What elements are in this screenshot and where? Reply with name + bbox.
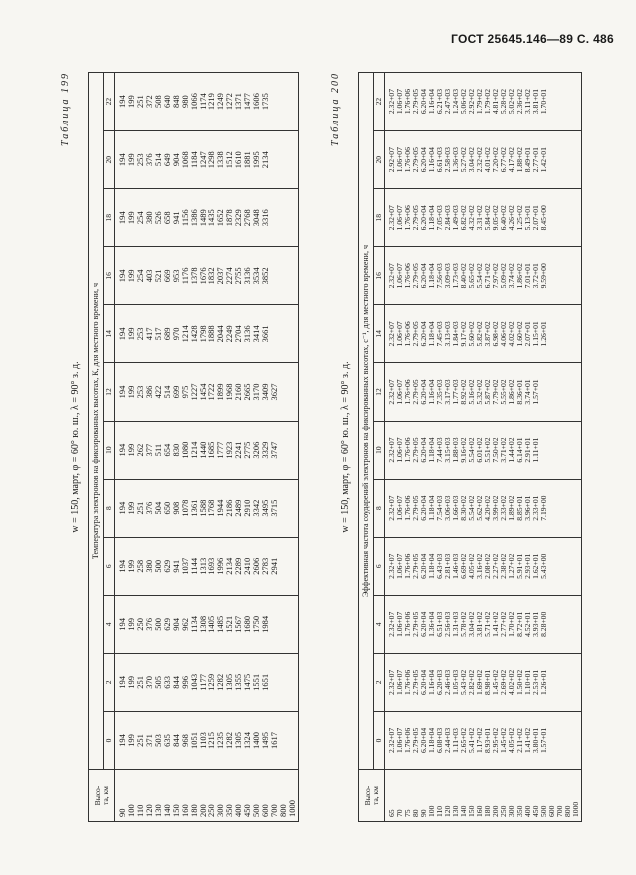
table-label: Таблица 200 bbox=[330, 72, 341, 146]
value-column: 194 199 250 376 500 629 904 962 1134 1308 1405 1485 1521 1567 1680 1750 1984 bbox=[115, 595, 298, 653]
group-header: Эффективная частота соударений электронов на фиксированных высотах, с⁻¹, для местного времени, ч bbox=[359, 73, 374, 770]
value-column: 2.32+07 1.06+07 1.76+06 2.79+05 6.20+04 1.16+04 7.35+03 3.17+03 1.77+03 8.92+02 5.16+02 5.32+02 5.87+02 7.79+02 5.55+02 1.86+02 8.36+01 3.74+01 1.57+01 bbox=[385, 363, 581, 421]
hour-header: 14 bbox=[104, 305, 115, 363]
hour-header: 20 bbox=[374, 131, 385, 189]
value-column: 194 199 258 380 500 629 941 1037 1144 1313 1693 1996 2134 2289 2410 2606 2783 2941 bbox=[115, 537, 298, 595]
hour-header: 18 bbox=[104, 189, 115, 247]
table-199-block bbox=[60, 72, 296, 822]
value-column: 2.32+07 1.06+07 1.76+06 2.79+05 6.20+04 1.18+04 7.54+03 3.06+03 1.66+03 8.30+02 5.54+02 5.62+02 4.20+02 3.99+02 2.33+02 1.89+02 8.85+01 3.96+01 2.33+01 7.19+00 bbox=[385, 479, 581, 537]
hour-header: 20 bbox=[104, 131, 115, 189]
altitude-column: 65 70 75 80 90 100 110 120 130 140 150 160 180 200 250 300 350 400 450 500 600 700 800 1000 bbox=[385, 770, 581, 822]
value-column: 194 199 253 386 422 514 699 975 1227 1454 1722 1899 1968 2160 2665 3170 3409 3627 bbox=[115, 363, 298, 421]
altitude-header: Высо- та, км bbox=[359, 770, 385, 822]
table-label: Таблица 199 bbox=[60, 72, 71, 146]
hour-header: 22 bbox=[374, 73, 385, 131]
hour-header: 10 bbox=[104, 421, 115, 479]
hour-header: 12 bbox=[104, 363, 115, 421]
group-header: Температура электронов на фиксированных высотах, К, для местного времени, ч bbox=[89, 73, 104, 770]
value-column: 2.32+07 1.06+07 1.76+06 2.79+05 6.20+04 1.18+04 7.56+03 3.09+03 1.73+03 8.40+02 5.65+02 5.54+02 6.71+02 7.97+02 5.09+02 3.74+02 1.86+02 7.01+01 3.72+01 9.59+00 bbox=[385, 247, 581, 305]
hour-header: 18 bbox=[374, 189, 385, 247]
value-column: 2.32+07 1.06+07 1.76+06 2.79+05 6.20+04 1.36+04 6.51+03 2.56+03 1.31+03 5.78+02 3.04+02 3.81+02 5.71+02 1.41+02 2.77+02 1.70+02 8.72+01 4.52+01 3.93+01 8.28+00 bbox=[385, 595, 581, 653]
hour-header: 0 bbox=[374, 711, 385, 769]
hour-header: 4 bbox=[374, 595, 385, 653]
value-column: 194 199 251 376 504 650 908 1078 1361 1588 1768 1944 2186 2489 2910 3342 3495 3715 bbox=[115, 479, 298, 537]
value-column: 2.32+07 1.06+07 1.76+06 2.79+05 6.20+04 1.16+04 6.20+03 2.46+03 1.05+03 5.43+02 2.82+02 1.69+02 8.98+01 1.45+02 2.69+02 4.02+02 1.50+02 1.10+01 2.53+01 1.26+01 bbox=[385, 653, 581, 711]
hour-header: 22 bbox=[104, 73, 115, 131]
hour-header: 16 bbox=[104, 247, 115, 305]
value-column: 194 199 253 376 514 649 904 1068 1184 1247 1298 1338 1512 1610 1881 1995 2134 bbox=[115, 131, 298, 189]
data-table bbox=[88, 72, 299, 822]
value-column: 194 199 254 380 526 658 941 1156 1386 1489 1435 1652 1878 2329 2768 3048 3316 bbox=[115, 189, 298, 247]
hour-header: 14 bbox=[374, 305, 385, 363]
value-column: 194 199 254 403 521 669 953 1176 1378 1676 1832 2037 2274 2755 3136 3534 3852 bbox=[115, 247, 298, 305]
value-column: 2.32+07 1.06+07 1.76+06 2.79+05 6.20+04 1.18+04 7.45+03 3.13+03 1.84+03 9.17+02 5.60+02 5.82+02 3.87+02 6.98+02 4.06+02 4.02+02 1.60+02 2.07+01 1.15+01 1.26+01 bbox=[385, 305, 581, 363]
altitude-header: Высо- та, км bbox=[89, 770, 115, 822]
hour-header: 2 bbox=[374, 653, 385, 711]
altitude-column: 90 100 110 120 130 140 150 160 180 200 250 300 350 400 450 500 600 700 800 1000 bbox=[115, 770, 298, 822]
value-column: 2.32+07 1.06+07 1.76+06 2.79+05 6.20+04 1.18+04 7.05+03 2.84+03 1.49+03 6.82+02 4.32+02 3.31+02 5.84+02 9.05+02 6.40+02 4.26+02 1.25+02 5.13+01 2.07+01 8.45+00 bbox=[385, 189, 581, 247]
value-column: 194 199 251 371 503 635 844 968 1051 1103 1215 1235 1282 1305 1324 1400 1495 1617 bbox=[115, 711, 298, 769]
table-conditions: w = 150, март, φ = 60° ю. ш., λ = 90° з. д. bbox=[340, 361, 351, 533]
hour-header: 8 bbox=[374, 479, 385, 537]
value-column: 194 199 253 417 517 689 970 1214 1428 1798 1888 2044 2249 2704 3136 3414 3661 bbox=[115, 305, 298, 363]
value-column: 194 199 251 372 508 640 848 980 1066 1174 1219 1249 1272 1371 1477 1606 1735 bbox=[115, 73, 298, 131]
value-column: 2.32+07 1.06+07 1.76+06 2.79+05 6.20+04 1.18+04 7.44+03 3.15+03 1.88+03 9.16+02 5.54+02 6.01+02 5.51+02 7.50+02 3.71+02 1.44+02 6.14+01 2.91+01 1.11+01 bbox=[385, 421, 581, 479]
hour-header: 8 bbox=[104, 479, 115, 537]
value-column: 2.32+07 1.06+07 1.76+06 2.79+05 6.20+04 1.18+04 6.43+03 2.81+03 1.46+03 6.69+02 4.05+02 3.16+02 2.08+02 2.27+02 2.38+02 1.27+02 5.91+01 2.93+01 1.62+01 5.43+00 bbox=[385, 537, 581, 595]
hour-header: 2 bbox=[104, 653, 115, 711]
table-conditions: w = 150, март, φ = 60° ю. ш., λ = 90° з. д. bbox=[70, 361, 81, 533]
value-column: 194 199 251 370 505 633 844 996 1043 1177 1259 1282 1305 1355 1475 1551 1651 bbox=[115, 653, 298, 711]
value-column: 2.92+07 1.06+07 1.76+06 2.79+05 6.20+04 1.16+04 6.61+03 2.58+03 1.36+03 5.27+02 3.04+02 2.32+02 4.01+02 7.20+02 6.77+02 4.17+02 1.88+02 8.49+01 2.77+01 1.42+01 bbox=[385, 131, 581, 189]
table-200-block bbox=[330, 72, 580, 822]
hour-header: 4 bbox=[104, 595, 115, 653]
hour-header: 6 bbox=[104, 537, 115, 595]
value-column: 194 199 262 377 511 654 830 1080 1214 1440 1685 1777 1923 2241 2775 3206 3329 3747 bbox=[115, 421, 298, 479]
page-header: ГОСТ 25645.146—89 С. 486 bbox=[451, 32, 614, 46]
value-column: 2.32+07 1.06+07 1.76+06 2.79+05 6.20+04 1.18+04 6.08+03 2.44+03 1.11+03 2.65+02 5.41+02 1.17+02 8.93+01 2.95+02 1.45+02 4.05+02 2.11+02 1.41+02 3.80+01 1.57+01 bbox=[385, 711, 581, 769]
hour-header: 0 bbox=[104, 711, 115, 769]
hour-header: 12 bbox=[374, 363, 385, 421]
data-table bbox=[358, 72, 582, 822]
hour-header: 16 bbox=[374, 247, 385, 305]
hour-header: 10 bbox=[374, 421, 385, 479]
hour-header: 6 bbox=[374, 537, 385, 595]
value-column: 2.32+07 1.06+07 1.76+06 2.79+05 6.20+04 1.16+04 6.21+03 2.47+03 1.24+03 5.06+02 2.92+02 1.79+02 1.79+02 4.81+02 5.28+02 5.02+02 2.36+02 3.11+02 3.81+01 1.70+01 bbox=[385, 73, 581, 131]
